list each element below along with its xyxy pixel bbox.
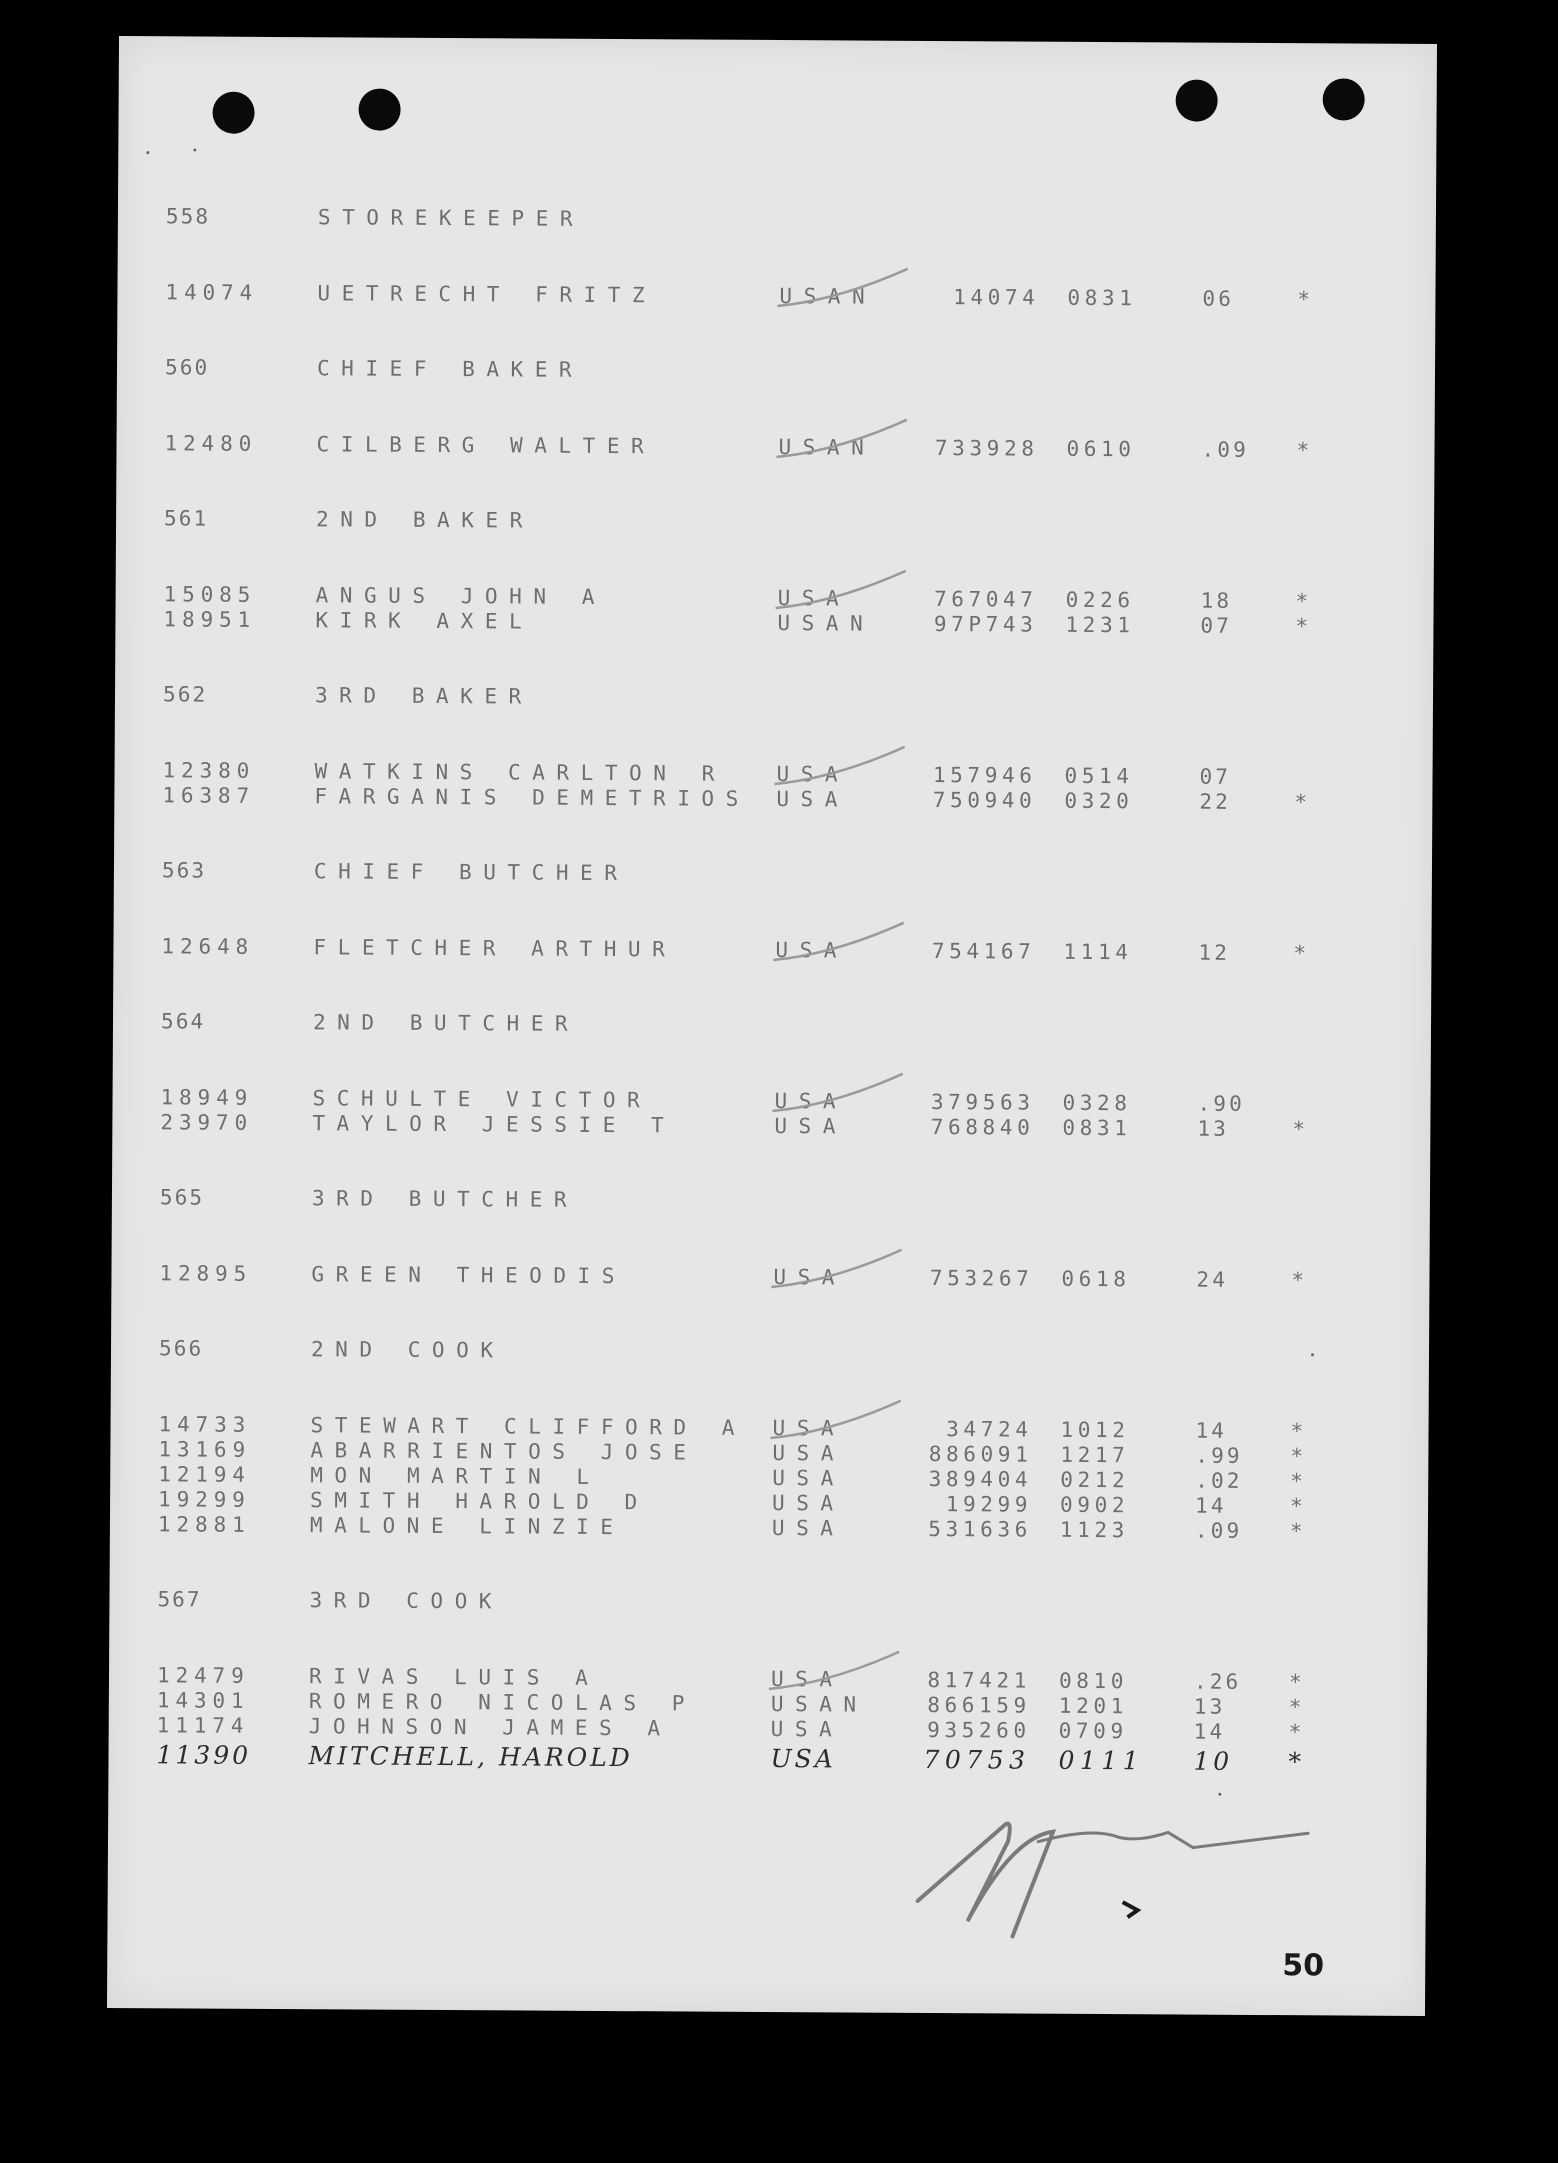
crew-name: MON MARTIN L [310, 1463, 601, 1489]
section-header [115, 682, 1433, 714]
crew-cit: USA [770, 1717, 844, 1742]
crew-mark: * [1294, 790, 1310, 815]
crew-mark: * [1290, 1444, 1306, 1469]
crew-id: 768840 [930, 1114, 1035, 1140]
crew-mark: * [1297, 287, 1313, 312]
section-code: 565 [159, 1185, 205, 1210]
crew-date: 0902 [1060, 1492, 1130, 1518]
crew-date: 0514 [1064, 763, 1134, 789]
crew-id: 767047 [933, 586, 1038, 612]
crew-id: 34724 [946, 1417, 1033, 1442]
crew-age: 07 [1199, 764, 1232, 789]
section-code: 562 [162, 682, 208, 707]
section-header [111, 1336, 1429, 1368]
crew-date: 0320 [1064, 788, 1134, 814]
crew-age: 12 [1198, 940, 1231, 965]
crew-id: 14074 [953, 285, 1040, 310]
crew-num: 12380 [162, 758, 256, 783]
crew-id: 750940 [932, 787, 1037, 813]
crew-mark: * [1295, 589, 1311, 614]
section-code: 560 [164, 355, 210, 380]
crew-num: 18951 [163, 607, 257, 632]
section-header [117, 355, 1435, 387]
crew-age: .90 [1197, 1091, 1245, 1116]
crew-mark: * [1288, 1695, 1304, 1720]
section-header [116, 506, 1434, 538]
crew-num: 19299 [158, 1487, 251, 1512]
handwritten-name: MITCHELL, HAROLD [308, 1741, 633, 1773]
crew-id: 754167 [931, 938, 1036, 964]
crew-cit: USAN [770, 1692, 868, 1717]
crew-cit: USA [773, 1265, 847, 1290]
crew-num: 23970 [160, 1110, 254, 1135]
crew-mark: * [1290, 1494, 1305, 1519]
crew-date: 0831 [1062, 1115, 1132, 1141]
section-code: 567 [157, 1587, 202, 1612]
crew-date: 1217 [1060, 1442, 1130, 1468]
crew-cit: USA [776, 762, 850, 787]
crew-cit: USAN [778, 435, 876, 460]
crew-date: 1201 [1058, 1693, 1128, 1719]
crew-date: 0610 [1066, 436, 1136, 462]
crew-date: 1231 [1065, 612, 1135, 638]
section-code: 558 [165, 204, 211, 229]
crew-id: 866159 [927, 1692, 1031, 1718]
crew-mark: * [1295, 614, 1311, 639]
section-code: 563 [161, 858, 207, 883]
crew-name: WATKINS CARLTON R [314, 759, 726, 786]
crew-age: 13 [1197, 1116, 1230, 1141]
document-page [107, 36, 1437, 2016]
crew-id: 886091 [928, 1441, 1033, 1467]
crew-cit: USAN [777, 611, 875, 636]
crew-date: 0810 [1058, 1668, 1129, 1694]
crew-date: 0328 [1062, 1090, 1132, 1116]
crew-cit: USA [772, 1441, 846, 1466]
section-title: CHIEF BUTCHER [313, 859, 629, 886]
crew-age: 14 [1193, 1719, 1226, 1744]
crew-row [111, 1261, 1429, 1293]
crew-date: 0831 [1067, 285, 1137, 311]
crew-num: 18949 [160, 1085, 254, 1110]
crew-name: UETRECHT FRITZ [317, 281, 657, 308]
crew-age: 13 [1193, 1694, 1226, 1719]
crew-name: TAYLOR JESSIE T [312, 1111, 676, 1138]
crew-id: 753267 [929, 1265, 1034, 1291]
crew-mark: * [1293, 941, 1309, 966]
handwritten-num: 11390 [156, 1740, 252, 1770]
section-title: 3RD BUTCHER [311, 1186, 579, 1212]
section-title: 2ND BUTCHER [312, 1010, 580, 1036]
section-title: STOREKEEPER [317, 205, 585, 231]
crew-name: FARGANIS DEMETRIOS [314, 784, 750, 811]
crew-name: CILBERG WALTER [316, 432, 656, 459]
section-title: 2ND BAKER [316, 507, 534, 533]
crew-age: .02 [1195, 1468, 1243, 1493]
crew-age: 18 [1200, 588, 1233, 613]
crew-num: 12480 [164, 431, 258, 456]
crew-cit: USA [776, 787, 850, 812]
crew-num: 15085 [163, 582, 257, 607]
crew-cit: USA [772, 1491, 845, 1516]
crew-mark: * [1290, 1419, 1306, 1444]
crew-row [116, 431, 1434, 463]
crew-name: STEWART CLIFFORD A [310, 1413, 747, 1440]
crew-cit: USA [775, 938, 849, 963]
section-header [118, 204, 1436, 236]
crew-age: 22 [1199, 789, 1232, 814]
crew-age: .09 [1201, 437, 1249, 462]
crew-num: 11174 [156, 1713, 250, 1738]
crew-num: 12881 [157, 1512, 251, 1537]
section-header [113, 1009, 1431, 1041]
crew-mark: * [1288, 1720, 1304, 1745]
crew-date: 0226 [1065, 587, 1135, 613]
section-header [109, 1587, 1427, 1619]
handwritten-cit: USA [770, 1744, 836, 1774]
crew-age: .09 [1194, 1518, 1243, 1543]
crew-id: 733928 [934, 435, 1039, 461]
handwritten-id: 70753 [923, 1744, 1031, 1775]
handwritten-age: 10 [1193, 1746, 1233, 1776]
crew-date: 1012 [1060, 1417, 1130, 1443]
crew-cit: USA [777, 586, 851, 611]
crew-age: 24 [1196, 1267, 1229, 1292]
crew-id: 97P743 [933, 611, 1038, 637]
crew-age: .26 [1193, 1669, 1242, 1694]
section-code: 561 [164, 506, 209, 531]
handwritten-date: 0111 [1058, 1745, 1145, 1776]
handwritten-row [108, 1740, 1426, 1777]
crew-name: JOHNSON JAMES A [308, 1714, 672, 1741]
crew-num: 14301 [156, 1688, 250, 1713]
crew-name: ABARRIENTOS JOSE [310, 1438, 698, 1465]
crew-name: FLETCHER ARTHUR [313, 935, 677, 962]
section-header [114, 858, 1432, 890]
section-title: CHIEF BAKER [316, 356, 584, 382]
crew-num: 12194 [158, 1462, 251, 1487]
crew-num: 13169 [158, 1437, 252, 1462]
crew-num: 14074 [165, 280, 259, 305]
crew-mark: * [1289, 1519, 1305, 1544]
crew-date: 0709 [1058, 1718, 1128, 1744]
crew-id: 817421 [927, 1667, 1032, 1693]
crew-num: 12479 [156, 1663, 250, 1688]
crew-name: RIVAS LUIS A [308, 1664, 600, 1690]
crew-name: KIRK AXEL [315, 608, 534, 634]
section-code: 566 [158, 1336, 204, 1361]
crew-num: 12895 [159, 1261, 253, 1286]
crew-cit: USA [771, 1516, 845, 1541]
section-title: 2ND COOK [310, 1337, 505, 1363]
crew-cit: USA [772, 1416, 846, 1441]
crew-date: 1114 [1063, 939, 1133, 965]
crew-mark: * [1292, 1117, 1308, 1142]
crew-mark: * [1288, 1670, 1304, 1695]
section-title: 3RD COOK [309, 1588, 504, 1614]
crew-age: 14 [1195, 1418, 1228, 1443]
crew-age: 06 [1202, 286, 1235, 311]
crew-id: 531636 [928, 1516, 1033, 1542]
crew-name: ROMERO NICOLAS P [308, 1689, 697, 1716]
section-title: 3RD BAKER [314, 683, 533, 709]
crew-row [113, 934, 1431, 966]
crew-num: 14733 [158, 1412, 252, 1437]
crew-cit: USA [774, 1089, 848, 1114]
crew-row [117, 280, 1435, 312]
handwritten-mark: * [1288, 1747, 1304, 1777]
crew-id: 157946 [932, 762, 1037, 788]
crew-list [107, 36, 1437, 2016]
crew-mark: * [1296, 438, 1312, 463]
crew-num: 12648 [161, 934, 255, 959]
page-number: 50 [1282, 1948, 1325, 1984]
crew-name: MALONE LINZIE [309, 1513, 625, 1540]
crew-mark: * [1291, 1268, 1307, 1293]
crew-cit: USA [770, 1667, 844, 1692]
section-header [112, 1185, 1430, 1217]
crew-name: SCHULTE VICTOR [312, 1086, 652, 1113]
crew-cit: USA [772, 1466, 845, 1491]
crew-id: 379563 [930, 1089, 1035, 1115]
crew-id: 389404 [928, 1466, 1033, 1492]
crew-name: SMITH HAROLD D [310, 1488, 649, 1515]
crew-id: 935260 [927, 1717, 1031, 1743]
crew-name: ANGUS JOHN A [315, 583, 607, 609]
crew-age: 07 [1200, 613, 1233, 638]
crew-cit: USAN [779, 284, 877, 309]
crew-date: 0212 [1060, 1467, 1130, 1493]
crew-id: 19299 [945, 1492, 1033, 1517]
crew-cit: USA [774, 1114, 848, 1139]
crew-date: 1123 [1059, 1517, 1130, 1543]
crew-mark: * [1290, 1469, 1306, 1494]
section-code: 564 [160, 1009, 206, 1034]
crew-num: 16387 [162, 783, 256, 808]
crew-name: GREEN THEODIS [311, 1262, 627, 1289]
crew-age: 14 [1195, 1493, 1227, 1518]
crew-date: 0618 [1061, 1266, 1131, 1292]
crew-age: .99 [1195, 1443, 1243, 1468]
